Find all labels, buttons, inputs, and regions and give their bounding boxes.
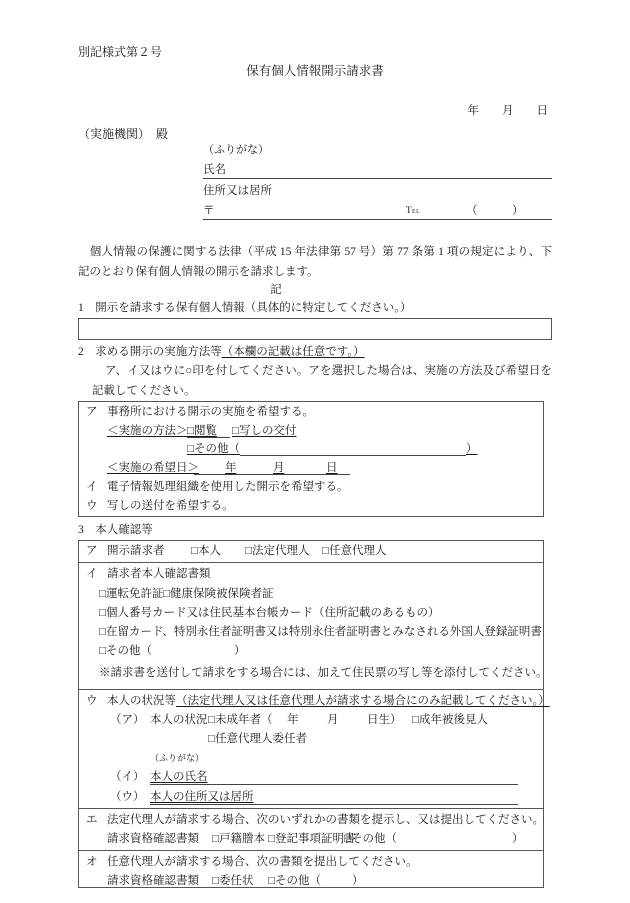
section3-row-u-label-plain: 本人の状況等 [107,695,176,707]
section2-row-i-mark: イ [86,481,98,493]
principal-address-label: 本人の住所又は居所 [150,791,254,803]
birth-month-field[interactable]: 月 [327,714,339,726]
address-label: 住所又は居所 [203,185,272,197]
principal-furigana-label: （ふりがな） [150,753,205,763]
section2-heading-optional-note: （本欄の記載は任意です。） [221,346,365,358]
checkbox-requester-voluntary-representative[interactable]: □任意代理人 [322,545,387,557]
body-paragraph: 個人情報の保護に関する法律（平成 15 年法律第 57 号）第 77 条第 1 項の規定により、下記のとおり保有個人情報の開示を請求します。 [78,246,552,278]
section3-row-e-text: 法定代理人が請求する場合、次のいずれかの書類を提示し、又は提出してください。 [107,814,544,826]
checkbox-family-register[interactable]: □戸籍謄本 [212,833,265,845]
checkbox-residence-card[interactable]: □在留カード、特別永住者証明書又は特別永住者証明書とみなされる外国人登録証明書 [99,626,542,638]
section3-row-a-mark: ア [86,545,98,557]
qualification-documents-label-voluntary: 請求資格確認書類 [107,875,199,887]
checkbox-requester-legal-representative[interactable]: □法定代理人 [245,545,310,557]
section3-row-o-mark: オ [86,856,98,868]
identity-other-paren-close: ） [234,645,246,657]
section3-row-i-mark: イ [86,568,98,580]
qualification-documents-label-legal: 請求資格確認書類 [107,833,199,845]
checkbox-voluntary-qualification-other[interactable]: □その他（ [268,875,321,887]
section2-heading-plain: 2 求める開示の実施方法等 [78,346,222,358]
checkbox-drivers-license[interactable]: □運転免許証 [99,588,164,600]
section3-sub-a-mark: （ア） [110,714,145,726]
section3-row-divider-3 [78,808,544,809]
section1-heading: 1 開示を請求する保有個人情報（具体的に特定してください。） [78,302,412,314]
desired-date-underline[interactable] [194,474,350,475]
principal-status-label: 本人の状況 [150,714,208,726]
ki-mark: 記 [270,284,282,296]
section3-row-u-mark: ウ [86,695,98,707]
section2-row-u-mark: ウ [86,500,98,512]
method-gap-underline-1 [187,437,230,438]
birth-day-field[interactable]: 日生） [367,714,402,726]
document-number: 別記様式第２号 [78,45,163,59]
checkbox-method-other[interactable]: □その他（ [187,443,240,455]
section2-row-a-text[interactable]: 事務所における開示の実施を希望する。 [107,406,314,418]
section3-row-e-mark: エ [86,814,98,826]
implementation-method-label: ＜実施の方法＞ [107,425,188,437]
tel-paren-open: （ [466,205,478,217]
section3-row-u-label [107,693,550,710]
section2-instruction: ア、イ又はウに○印を付してください。アを選択した場合は、実施の方法及び希望日を記載してください。 [92,365,552,397]
tel-label: Tel [406,205,421,215]
date-line: 年 月 日 [467,105,548,117]
checkbox-registration-certificate[interactable]: □登記事項証明書 [268,833,356,845]
page-title: 保有個人情報開示請求書 [246,64,384,78]
postal-code-label: 〒 [203,205,215,217]
section1-info-input[interactable] [78,318,552,340]
name-label: 氏名 [203,164,226,176]
section3-row-i-note: ※請求書を送付して請求をする場合には、加えて住民票の写し等を添付してください。 [99,667,548,679]
checkbox-copy-delivery[interactable]: □写しの交付 [232,425,297,437]
checkbox-mynumber-card[interactable]: □個人番号カード又は住民基本台帳カード（住所記載のあるもの） [99,607,440,619]
method-other-input-underline[interactable] [240,455,466,456]
checkbox-power-of-attorney[interactable]: □委任状 [212,875,254,887]
desired-date-year[interactable]: 年 [225,462,237,474]
principal-name-underline[interactable] [150,784,518,785]
desired-date-label: ＜実施の希望日＞ [107,462,199,474]
furigana-label: （ふりがな） [203,144,269,156]
birth-year-field[interactable]: 年 [287,714,299,726]
name-underline[interactable] [203,178,552,179]
section3-row-u-label-note: （法定代理人又は任意代理人が請求する場合にのみ記載してください。） [176,695,550,707]
voluntary-qualification-other-paren-close: ） [352,875,364,887]
address-underline[interactable] [203,219,552,220]
legal-qualification-other-paren-close: ） [512,833,524,845]
section3-sub-i-mark: （イ） [110,771,145,783]
section3-row-divider-2 [78,689,544,690]
section2-row-a-mark: ア [86,406,98,418]
method-other-paren-close: ） [466,443,478,455]
section3-sub-o-mark: （ウ） [110,791,145,803]
section2-heading [78,344,365,361]
desired-date-month[interactable]: 月 [273,462,285,474]
tel-paren-close: ） [512,205,524,217]
checkbox-identity-other[interactable]: □その他（ [99,645,152,657]
checkbox-adult-ward[interactable]: □成年被後見人 [412,714,488,726]
desired-date-day[interactable]: 日 [326,462,338,474]
principal-address-underline[interactable] [150,804,518,805]
section2-row-u-text[interactable]: 写しの送付を希望する。 [107,500,234,512]
section3-row-a-label: 開示請求者 [107,545,165,557]
section2-row-i-text[interactable]: 電子情報処理組織を使用した開示を希望する。 [107,481,349,493]
section3-heading: 3 本人確認等 [78,524,153,536]
checkbox-legal-qualification-other[interactable]: □その他（ [344,833,397,845]
section3-row-divider-4 [78,850,544,851]
checkbox-health-insurance-card[interactable]: □健康保険被保険者証 [163,588,274,600]
section3-row-divider-1 [78,562,544,563]
checkbox-requester-self[interactable]: □本人 [191,545,221,557]
agency-addressee: （実施機関） 殿 [78,127,169,141]
section3-row-o-text: 任意代理人が請求する場合、次の書類を提出してください。 [107,856,418,868]
checkbox-minor[interactable]: □未成年者（ [208,714,273,726]
principal-name-label: 本人の氏名 [150,771,208,783]
section3-row-i-label: 請求者本人確認書類 [107,568,211,580]
checkbox-viewing[interactable]: □閲覧 [187,425,217,437]
checkbox-voluntary-delegator[interactable]: □任意代理人委任者 [208,733,307,745]
